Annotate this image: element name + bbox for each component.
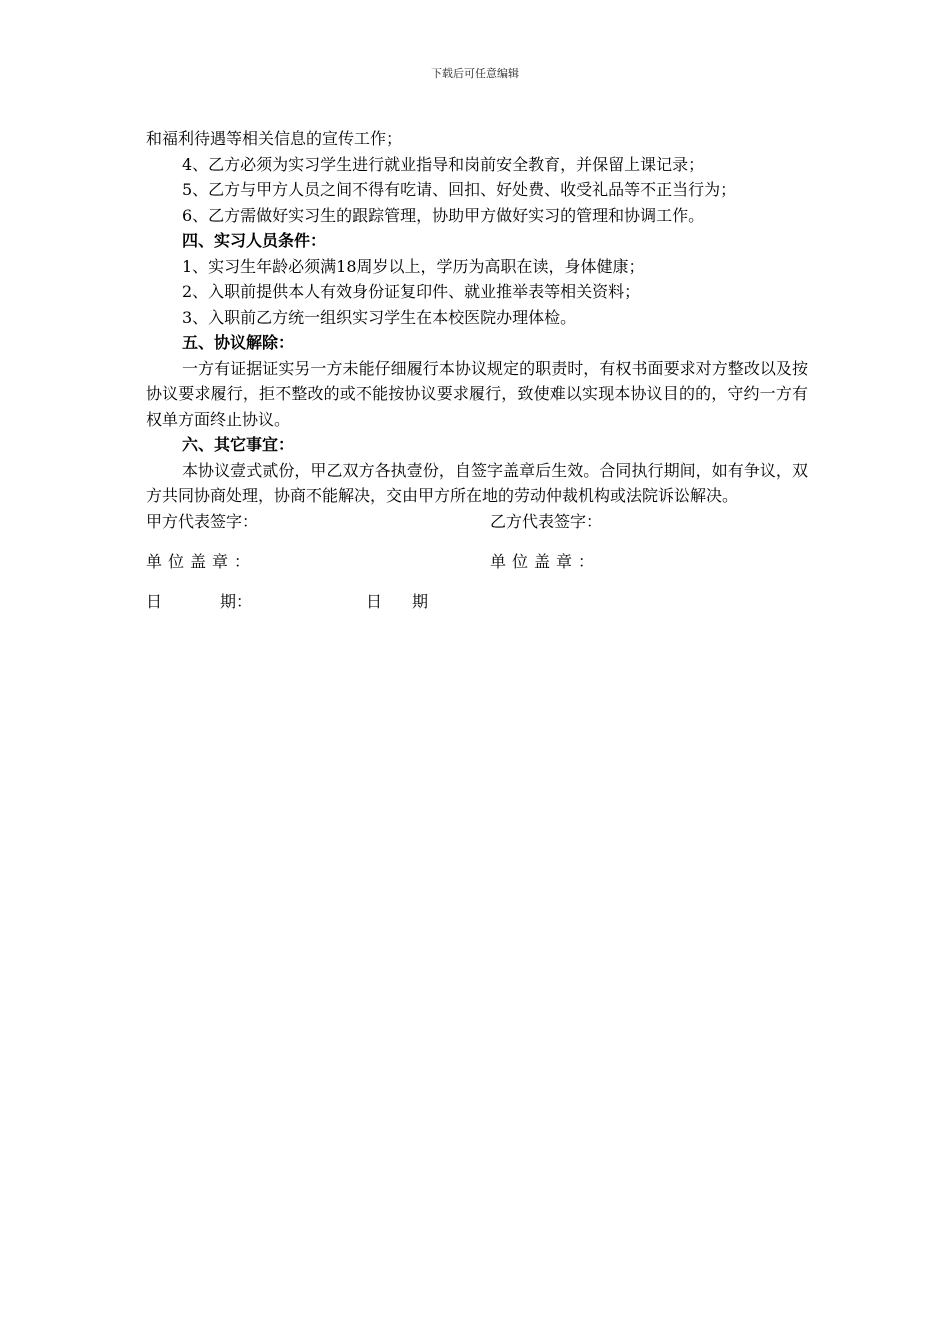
party-b-seal-label: 单位盖章：	[490, 551, 601, 571]
party-b-date-label-2: 期	[412, 591, 429, 611]
party-b-date-label-1: 日	[366, 591, 383, 611]
date-row	[146, 589, 808, 619]
paragraph: 4、乙方必须为实习学生进行就业指导和岗前安全教育，并保留上课记录；	[182, 154, 705, 174]
section-heading: 五、协议解除：	[182, 333, 295, 352]
paragraph: 3、入职前乙方统一组织实习学生在本校医院办理体检。	[182, 307, 577, 327]
section-heading: 四、实习人员条件：	[182, 231, 327, 250]
party-a-date-label-1: 日	[146, 591, 163, 611]
party-b-signature-label: 乙方代表签字：	[490, 511, 603, 531]
seal-row	[146, 549, 808, 589]
document-body	[146, 126, 808, 619]
paragraph: 本协议壹式贰份，甲乙双方各执壹份，自签字盖章后生效。合同执行期间，如有争议，双方共同协商处理，协商不能解决，交由甲方所在地的劳动仲裁机构或法院诉讼解决。	[146, 460, 808, 505]
signature-row	[146, 509, 808, 549]
section-heading: 六、其它事宜：	[182, 435, 295, 454]
party-a-signature-label: 甲方代表签字：	[146, 511, 259, 531]
paragraph: 1、实习生年龄必须满18周岁以上，学历为高职在读，身体健康；	[182, 256, 645, 276]
paragraph: 5、乙方与甲方人员之间不得有吃请、回扣、好处费、收受礼品等不正当行为；	[182, 180, 737, 199]
paragraph: 6、乙方需做好实习生的跟踪管理，协助甲方做好实习的管理和协调工作。	[182, 205, 705, 225]
paragraph: 2、入职前提供本人有效身份证复印件、就业推举表等相关资料；	[182, 282, 641, 301]
paragraph: 一方有证据证实另一方未能仔细履行本协议规定的职责时，有权书面要求对方整改以及按协议要求履行，拒不整改的或不能按协议要求履行，致使难以实现本协议目的的，守约一方有权单方面终止协议。	[146, 358, 808, 429]
party-a-date-label-2: 期：	[220, 591, 253, 611]
page-header: 下载后可任意编辑	[431, 67, 519, 80]
party-a-seal-label: 单位盖章：	[146, 551, 257, 571]
paragraph: 和福利待遇等相关信息的宣传工作；	[146, 129, 403, 148]
